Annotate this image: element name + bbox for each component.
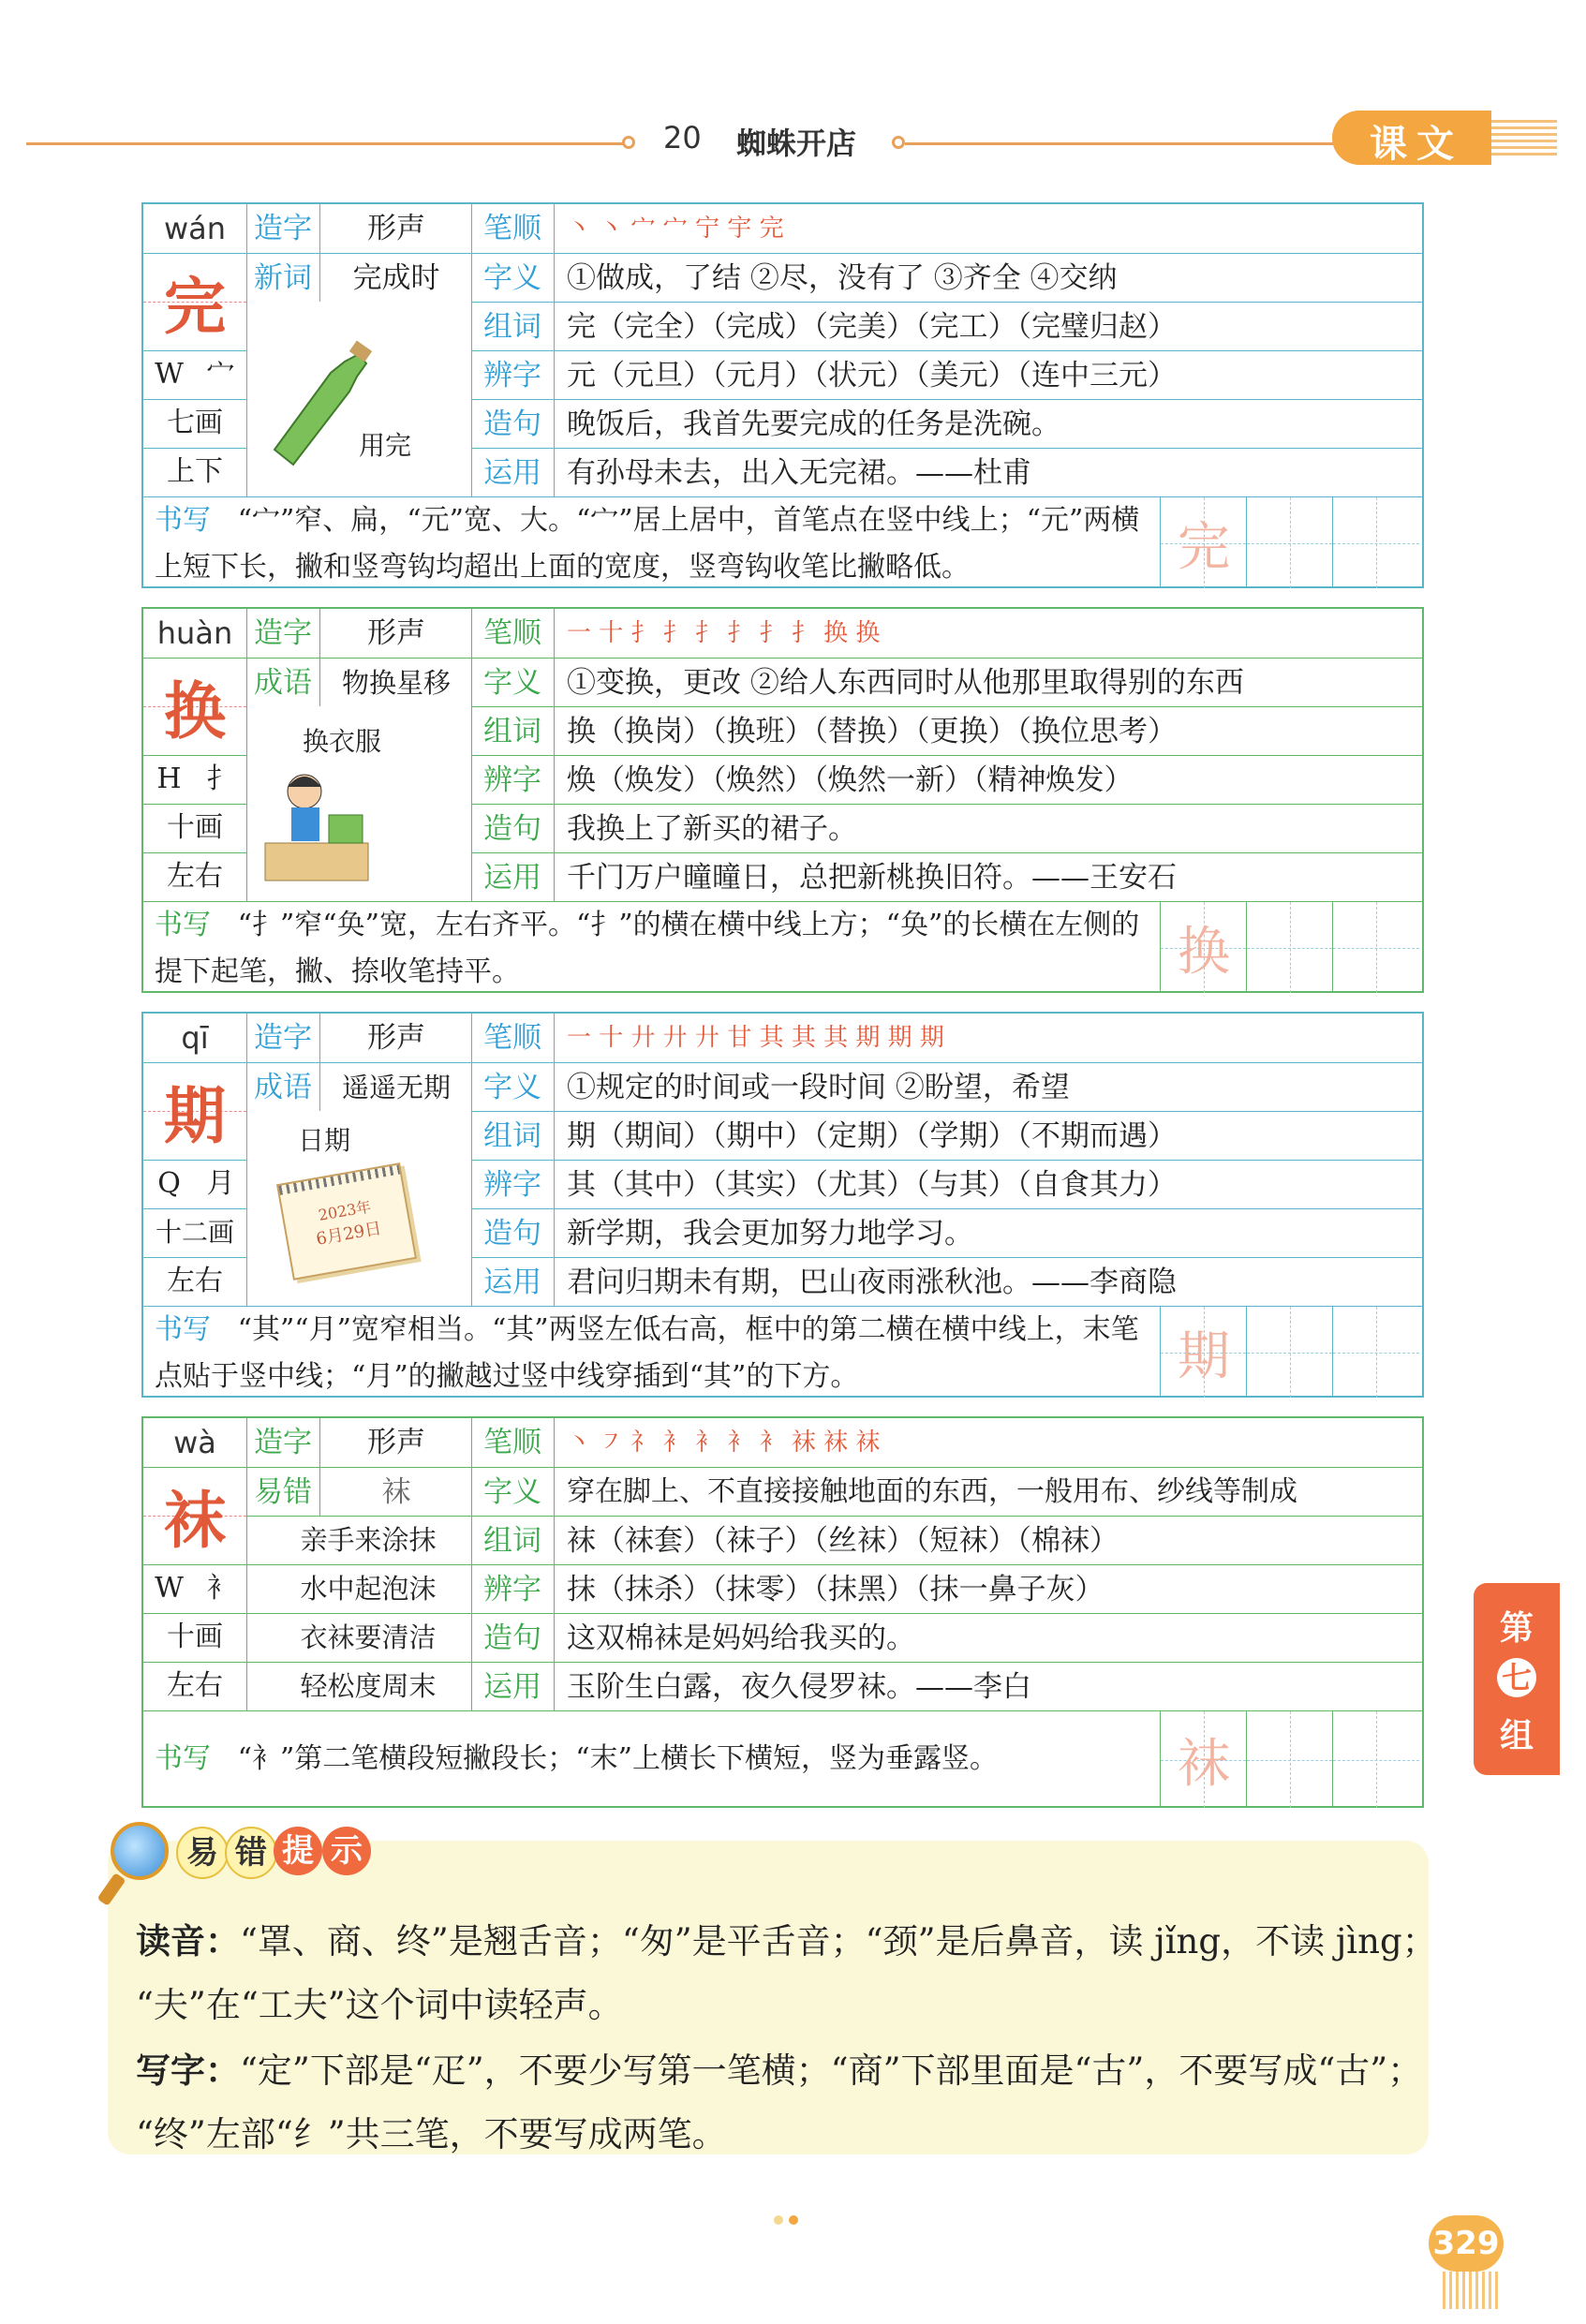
radical: 扌 <box>206 762 235 795</box>
trace-character: 换 <box>1178 921 1230 983</box>
info-row <box>143 204 1422 253</box>
row-value: 元（元旦）（元月）（状元）（美元）（连中三元） <box>567 359 1177 392</box>
calendar-binding <box>278 1164 400 1194</box>
practice-box <box>1333 497 1419 588</box>
side-row-divider <box>143 804 246 852</box>
row-key: 运用 <box>483 861 541 895</box>
row-key: 造句 <box>483 1621 541 1655</box>
row-value: 物换星移 <box>341 667 451 699</box>
tips-title-char: 错 <box>225 1827 277 1879</box>
pinyin-initial: H <box>156 762 182 795</box>
structure: 左右 <box>167 1265 223 1297</box>
row-value: 完成时 <box>352 261 440 295</box>
info-row <box>471 1160 1422 1208</box>
rhyme-row-divider <box>246 1662 471 1710</box>
writing-guide <box>155 497 1148 591</box>
practice-box <box>1247 497 1333 588</box>
stroke-count: 十二画 <box>155 1217 234 1248</box>
footer-dot <box>774 2215 783 2225</box>
divider <box>319 1014 320 1111</box>
practice-grid <box>1160 1711 1422 1808</box>
row-key: 运用 <box>483 1266 541 1299</box>
row-key: 造字 <box>254 1426 312 1459</box>
row-value: 抹（抹杀）（抹零）（抹黑）（抹一鼻子灰） <box>567 1573 1104 1606</box>
side-row-divider <box>143 1613 246 1662</box>
info-row <box>471 706 1422 755</box>
row-key: 成语 <box>254 1071 312 1104</box>
row-key: 造字 <box>254 1021 312 1055</box>
writing-label: 书写 <box>155 909 211 941</box>
divider <box>554 1418 555 1710</box>
row-value: 形声 <box>367 1021 425 1055</box>
tip-reading-label: 读音： <box>136 1921 240 1961</box>
writing-label: 书写 <box>155 1742 211 1775</box>
info-row <box>471 1613 1422 1662</box>
row-value: ①变换，更改 ②给人东西同时从他那里取得别的东西 <box>567 666 1244 700</box>
row-key: 造句 <box>483 812 541 846</box>
rhyme-line: 衣袜要清洁 <box>300 1621 437 1653</box>
info-row <box>471 755 1422 804</box>
char-card-qi <box>141 1012 1424 1398</box>
calendar-date: 6月29日 <box>314 1218 383 1250</box>
row-value: 形声 <box>367 212 425 245</box>
row-value: 我换上了新买的裙子。 <box>567 812 857 846</box>
pinyin-initial: Q <box>157 1167 181 1200</box>
row-key: 字义 <box>483 261 541 295</box>
row-key: 字义 <box>483 1475 541 1509</box>
info-row <box>471 1564 1422 1613</box>
info-row <box>471 852 1422 901</box>
row-key: 组词 <box>483 715 541 748</box>
practice-box <box>1333 1711 1419 1808</box>
side-row-divider <box>143 253 246 302</box>
info-row <box>246 1062 1422 1111</box>
character: 袜 <box>164 1484 226 1557</box>
row-key: 造字 <box>254 616 312 650</box>
writing-guide <box>155 1307 1148 1400</box>
tips-title-char: 提 <box>274 1827 322 1875</box>
pic-caption: 换衣服 <box>303 726 382 757</box>
pinyin: huàn <box>156 615 233 651</box>
practice-grid <box>1160 902 1422 993</box>
divider <box>319 1418 320 1516</box>
row-key: 字义 <box>483 666 541 700</box>
tip-reading-line <box>136 1913 1437 1963</box>
row-value: 袜（袜套）（袜子）（丝袜）（短袜）（棉袜） <box>567 1524 1119 1558</box>
row-value: 君问归期未有期，巴山夜雨涨秋池。——李商隐 <box>567 1266 1177 1299</box>
divider <box>319 609 320 706</box>
row-value: 玉阶生白露，夜久侵罗袜。——李白 <box>567 1670 1031 1704</box>
row-value: 换（换岗）（换班）（替换）（更换）（换位思考） <box>567 715 1177 748</box>
row-key: 造字 <box>254 212 312 245</box>
row-value: ①做成，了结 ②尽，没有了 ③齐全 ④交纳 <box>567 261 1118 295</box>
writing-row <box>143 496 1422 588</box>
stroke-order: 一 十 扌 扌 扌 扌 扌 扌 换 换 <box>567 619 881 647</box>
info-row <box>471 804 1422 852</box>
info-row <box>143 1014 1422 1062</box>
side-row-divider <box>143 1564 246 1613</box>
char-card-wan <box>141 202 1424 588</box>
info-row <box>471 302 1422 350</box>
calendar-year: 2023年 <box>317 1197 373 1224</box>
structure: 左右 <box>167 860 223 893</box>
pic-caption: 用完 <box>359 430 412 461</box>
row-key: 造句 <box>483 407 541 441</box>
tip-writing-line2: “终”左部“纟”共三笔，不要写成两笔。 <box>136 2114 727 2154</box>
tips-title-char: 易 <box>176 1827 229 1879</box>
row-key: 造句 <box>483 1217 541 1251</box>
tip-reading-line2: “夫”在“工夫”这个词中读轻声。 <box>136 1985 623 2025</box>
row-value: 完（完全）（完成）（完美）（完工）（完璧归赵） <box>567 310 1177 344</box>
divider <box>554 1014 555 1306</box>
row-key: 成语 <box>254 666 312 700</box>
writing-row <box>143 1306 1422 1398</box>
unit-tab-line3: 组 <box>1499 1717 1534 1755</box>
row-value: 遥遥无期 <box>341 1072 451 1103</box>
char-card-huan <box>141 607 1424 993</box>
section-tab-label: 课文 <box>1370 123 1463 166</box>
row-key: 运用 <box>483 456 541 490</box>
unit-tab-line1: 第 <box>1499 1609 1534 1648</box>
row-value: 形声 <box>367 1426 425 1459</box>
writing-row <box>143 901 1422 993</box>
tip-writing-text: “定”下部是“疋”，不要少写第一笔横；“商”下部里面是“古”，不要写成“古”； <box>240 2050 1423 2091</box>
row-key: 笔顺 <box>483 616 541 650</box>
row-key: 辨字 <box>483 1573 541 1606</box>
row-key: 易错 <box>254 1475 312 1509</box>
side-row-divider <box>143 658 246 706</box>
row-value: 晚饭后，我首先要完成的任务是洗碗。 <box>567 407 1060 441</box>
row-key: 笔顺 <box>483 212 541 245</box>
practice-grid <box>1160 497 1422 588</box>
row-key: 辨字 <box>483 359 541 392</box>
side-row-divider <box>143 852 246 901</box>
writing-guide <box>155 902 1148 996</box>
structure: 上下 <box>167 455 223 488</box>
row-value: 形声 <box>367 616 425 650</box>
row-key: 字义 <box>483 1071 541 1104</box>
practice-box <box>1333 902 1419 993</box>
practice-grid <box>1160 1307 1422 1398</box>
rhyme-row-divider <box>246 1564 471 1613</box>
info-row <box>246 658 1422 706</box>
practice-box <box>1247 902 1333 993</box>
stroke-order: 丶 丶 宀 宀 宁 宇 完 <box>567 215 784 243</box>
row-key: 笔顺 <box>483 1426 541 1459</box>
pic-caption: 日期 <box>298 1125 351 1156</box>
row-key: 运用 <box>483 1670 541 1704</box>
page-number: 329 <box>1429 2215 1504 2272</box>
calendar-illustration <box>284 1163 424 1295</box>
side-row-divider <box>143 1208 246 1257</box>
rhyme-line: 轻松度周末 <box>300 1670 437 1702</box>
tips-title-char: 示 <box>322 1827 371 1875</box>
row-value: 袜 <box>381 1475 411 1509</box>
row-value: 其（其中）（其实）（尤其）（与其）（自食其力） <box>567 1168 1177 1202</box>
writing-text: “衤”第二笔横段短撇段长；“末”上横长下横短，竖为垂露竖。 <box>237 1742 998 1775</box>
magnifier-icon <box>111 1822 169 1880</box>
trace-character: 袜 <box>1178 1733 1230 1795</box>
side-row-divider <box>143 1257 246 1306</box>
side-row-divider <box>143 448 246 496</box>
header-rule-left <box>26 142 626 145</box>
tip-writing-line <box>136 2042 1422 2093</box>
tip-reading-text: “罩、商、终”是翘舌音；“匆”是平舌音；“颈”是后鼻音，读 jǐng，不读 jìng； <box>240 1921 1437 1961</box>
divider <box>319 204 320 302</box>
trace-character: 期 <box>1178 1325 1230 1387</box>
side-row-divider <box>143 350 246 399</box>
info-row <box>471 448 1422 496</box>
divider <box>246 1014 247 1306</box>
writing-text: “宀”窄、扁，“元”宽、大。“宀”居上居中，首笔点在竖中线上；“元”两横上短下长，撇和竖弯钩均超出上面的宽度，竖弯钩收笔比撇略低。 <box>155 504 1140 584</box>
header-dot-left <box>622 136 635 149</box>
practice-box <box>1333 1307 1419 1398</box>
info-row <box>471 1111 1422 1160</box>
stroke-order: 一 十 廾 廾 廾 甘 其 其 其 期 期 期 <box>567 1024 944 1052</box>
pinyin: wán <box>163 211 227 246</box>
info-row <box>143 1418 1422 1467</box>
side-row-divider <box>143 1160 246 1208</box>
row-key: 组词 <box>483 310 541 344</box>
divider <box>246 1418 247 1710</box>
side-row-divider <box>143 1062 246 1111</box>
divider <box>554 204 555 496</box>
writing-label: 书写 <box>155 504 211 537</box>
row-key: 辨字 <box>483 1168 541 1202</box>
decorative-stripes <box>1443 2272 1499 2309</box>
pinyin: qī <box>181 1020 209 1056</box>
pinyin-initial: W <box>155 1572 184 1605</box>
character: 换 <box>164 674 226 748</box>
trace-character: 完 <box>1178 516 1230 578</box>
rhyme-row-divider <box>246 1516 471 1564</box>
row-key: 组词 <box>483 1119 541 1153</box>
row-value: 千门万户曈曈日，总把新桃换旧符。——王安石 <box>567 861 1177 895</box>
row-key: 新词 <box>254 261 312 295</box>
row-value: 新学期，我会更加努力地学习。 <box>567 1217 973 1251</box>
info-row <box>471 399 1422 448</box>
row-value: 期（期间）（期中）（定期）（学期）（不期而遇） <box>567 1119 1177 1153</box>
decorative-stripes <box>1491 120 1557 159</box>
stroke-count: 十画 <box>167 1621 223 1653</box>
divider <box>471 1014 472 1306</box>
pinyin: wà <box>173 1425 216 1460</box>
info-row <box>246 1467 1422 1516</box>
side-row-divider <box>143 755 246 804</box>
unit-tab-number: 七 <box>1497 1658 1536 1697</box>
radical: 衤 <box>206 1572 235 1605</box>
writing-label: 书写 <box>155 1313 211 1346</box>
row-value: 这双棉袜是妈妈给我买的。 <box>567 1621 915 1655</box>
header-dot-right <box>892 136 905 149</box>
unit-tab <box>1474 1583 1560 1775</box>
side-row-divider <box>143 1467 246 1516</box>
info-row <box>471 1208 1422 1257</box>
character: 期 <box>164 1079 226 1152</box>
writing-row <box>143 1710 1422 1808</box>
side-row-divider <box>143 399 246 448</box>
divider <box>246 204 247 496</box>
divider <box>471 204 472 496</box>
rhyme-line: 水中起泡沫 <box>300 1573 437 1605</box>
footer-dot <box>789 2215 798 2225</box>
lesson-number: 20 <box>663 120 702 155</box>
side-row-divider <box>143 1662 246 1710</box>
writing-text: “其”“月”宽窄相当。“其”两竖左低右高，框中的第二横在横中线上，末笔点贴于竖中线；“月”的撇越过竖中线穿插到“其”的下方。 <box>155 1313 1139 1393</box>
divider <box>554 609 555 901</box>
info-row <box>143 609 1422 658</box>
stroke-count: 十画 <box>167 811 223 844</box>
radical: 宀 <box>206 358 235 391</box>
info-row <box>471 1257 1422 1306</box>
rhyme-line: 亲手来涂抹 <box>300 1524 437 1556</box>
radical: 月 <box>206 1167 235 1200</box>
info-row <box>471 350 1422 399</box>
rhyme-row-divider <box>246 1613 471 1662</box>
section-tab <box>1332 111 1491 165</box>
writing-text: “扌”窄“奂”宽，左右齐平。“扌”的横在横中线上方；“奂”的长横在左侧的提下起笔，撇、捺收笔持平。 <box>155 909 1140 988</box>
lesson-title: 蜘蛛开店 <box>736 126 857 161</box>
calendar-icon <box>276 1162 417 1280</box>
divider <box>471 609 472 901</box>
divider <box>246 609 247 901</box>
character: 完 <box>164 270 226 343</box>
pinyin-initial: W <box>155 358 184 391</box>
child-icon <box>246 759 387 890</box>
structure: 左右 <box>167 1669 223 1702</box>
row-key: 笔顺 <box>483 1021 541 1055</box>
row-key: 辨字 <box>483 763 541 797</box>
info-row <box>471 1662 1422 1710</box>
char-card-wa <box>141 1416 1424 1808</box>
info-row <box>246 253 1422 302</box>
row-value: 穿在脚上、不直接接触地面的东西，一般用布、纱线等制成 <box>567 1475 1297 1508</box>
row-value: ①规定的时间或一段时间 ②盼望，希望 <box>567 1071 1070 1104</box>
stroke-count: 七画 <box>167 407 223 439</box>
row-value: 有孙母未去，出入无完裙。——杜甫 <box>567 456 1031 490</box>
row-value: 焕（焕发）（焕然）（焕然一新）（精神焕发） <box>567 763 1134 797</box>
boy-changing-clothes-illustration <box>246 759 387 890</box>
tip-writing-label: 写字： <box>136 2050 240 2091</box>
practice-box <box>1247 1307 1333 1398</box>
writing-guide <box>155 1736 1148 1783</box>
stroke-order: 丶 ㇇ 礻 衤 衤 衤 衤 袜 袜 袜 <box>567 1428 881 1457</box>
header-rule-right <box>905 142 1336 145</box>
info-row <box>471 1516 1422 1564</box>
row-key: 组词 <box>483 1524 541 1558</box>
practice-box <box>1247 1711 1333 1808</box>
divider <box>471 1418 472 1710</box>
